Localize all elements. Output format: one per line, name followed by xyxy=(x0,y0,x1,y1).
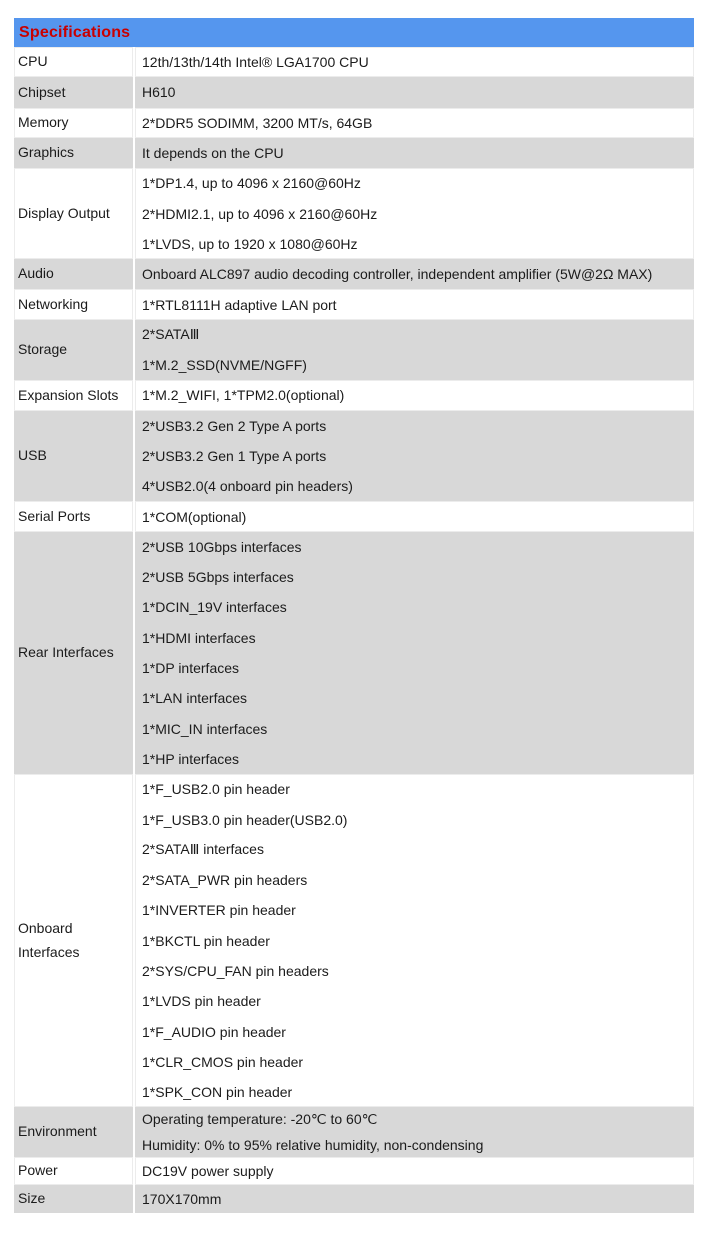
spec-value-line: 1*MIC_IN interfaces xyxy=(142,720,268,737)
spec-row xyxy=(14,532,694,774)
spec-value xyxy=(134,47,694,77)
spec-label: Graphics xyxy=(14,138,134,168)
spec-label: Chipset xyxy=(14,77,134,107)
spec-row xyxy=(14,168,694,259)
spec-label: Environment xyxy=(14,1107,134,1157)
table-header-row xyxy=(14,18,694,47)
spec-value-line: 1*LVDS, up to 1920 x 1080@60Hz xyxy=(142,235,358,252)
spec-value-line: 1*F_AUDIO pin header xyxy=(142,1023,286,1040)
spec-value xyxy=(134,1185,694,1213)
spec-value xyxy=(134,1107,694,1157)
spec-row xyxy=(14,320,694,381)
spec-value-line: 2*USB 5Gbps interfaces xyxy=(142,569,294,586)
spec-value-line: 2*USB3.2 Gen 2 Type A ports xyxy=(142,417,327,434)
spec-label: Serial Ports xyxy=(14,501,134,531)
spec-label: Rear Interfaces xyxy=(14,532,134,774)
spec-row xyxy=(14,259,694,289)
spec-value-line: 1*LVDS pin header xyxy=(142,993,261,1010)
spec-value-line: 1*COM(optional) xyxy=(142,508,247,525)
spec-value xyxy=(134,108,694,138)
spec-row xyxy=(14,47,694,77)
spec-label: Audio xyxy=(14,259,134,289)
spec-value-line: 2*DDR5 SODIMM, 3200 MT/s, 64GB xyxy=(142,114,373,131)
spec-value-line: Operating temperature: -20℃ to 60℃ xyxy=(142,1111,378,1128)
spec-label: Power xyxy=(14,1157,134,1185)
spec-value-line: 170X170mm xyxy=(142,1190,222,1207)
spec-label: Memory xyxy=(14,108,134,138)
spec-value xyxy=(134,320,694,381)
spec-value-line: H610 xyxy=(142,84,176,101)
spec-value-line: 1*INVERTER pin header xyxy=(142,902,296,919)
spec-value-line: 1*DCIN_19V interfaces xyxy=(142,599,287,616)
spec-value-line: 2*SATAⅢ xyxy=(142,326,200,343)
spec-value xyxy=(134,380,694,410)
spec-row xyxy=(14,1107,694,1157)
spec-value-line: 1*CLR_CMOS pin header xyxy=(142,1053,304,1070)
spec-row xyxy=(14,289,694,319)
spec-value-line: 1*HDMI interfaces xyxy=(142,629,256,646)
spec-value-line: 2*HDMI2.1, up to 4096 x 2160@60Hz xyxy=(142,205,378,222)
spec-label: Expansion Slots xyxy=(14,380,134,410)
spec-value-line: 1*BKCTL pin header xyxy=(142,932,270,949)
table-title: Specifications xyxy=(14,18,694,47)
spec-value-line: 1*LAN interfaces xyxy=(142,690,248,707)
spec-value-line: 2*USB3.2 Gen 1 Type A ports xyxy=(142,448,327,464)
spec-value xyxy=(134,289,694,319)
spec-value-line: 1*SPK_CON pin header xyxy=(142,1084,293,1101)
spec-value-line: 1*DP interfaces xyxy=(142,660,240,677)
spec-value-line: 1*M.2_WIFI, 1*TPM2.0(optional) xyxy=(142,387,345,404)
spec-row xyxy=(14,411,694,502)
spec-value-line: 1*DP1.4, up to 4096 x 2160@60Hz xyxy=(142,175,361,192)
spec-value-line: Onboard ALC897 audio decoding controller, independent amplifier (5W@2Ω MAX) xyxy=(142,266,653,283)
spec-label: Display Output xyxy=(14,168,134,259)
spec-label: Onboard Interfaces xyxy=(14,774,134,1107)
spec-value xyxy=(134,774,694,1107)
spec-value xyxy=(134,532,694,774)
spec-label: USB xyxy=(14,411,134,502)
spec-value-line: Humidity: 0% to 95% relative humidity, non-condensing xyxy=(142,1136,484,1153)
spec-value-line: 1*F_USB2.0 pin header xyxy=(142,781,290,798)
spec-row xyxy=(14,138,694,168)
spec-row xyxy=(14,774,694,1107)
spec-row xyxy=(14,501,694,531)
spec-row xyxy=(14,1157,694,1185)
spec-value xyxy=(134,259,694,289)
spec-value-line: 2*SYS/CPU_FAN pin headers xyxy=(142,963,329,980)
spec-value-line: It depends on the CPU xyxy=(142,145,284,162)
spec-label: Networking xyxy=(14,289,134,319)
spec-label: CPU xyxy=(14,47,134,77)
spec-value-line: 2*USB 10Gbps interfaces xyxy=(142,538,302,555)
spec-label: Storage xyxy=(14,320,134,381)
spec-value-line: 12th/13th/14th Intel® LGA1700 CPU xyxy=(142,54,369,71)
spec-value xyxy=(134,168,694,259)
spec-value-line: DC19V power supply xyxy=(142,1162,274,1179)
spec-value-line: 2*SATA_PWR pin headers xyxy=(142,872,308,889)
spec-value xyxy=(134,138,694,168)
spec-value xyxy=(134,411,694,502)
spec-row xyxy=(14,380,694,410)
spec-row xyxy=(14,108,694,138)
spec-value-line: 4*USB2.0(4 onboard pin headers) xyxy=(142,478,353,495)
spec-value-line: 2*SATAⅢ interfaces xyxy=(142,841,264,858)
spec-value-line: 1*M.2_SSD(NVME/NGFF) xyxy=(142,357,307,374)
spec-value-line: 1*RTL8111H adaptive LAN port xyxy=(142,296,337,313)
spec-row xyxy=(14,77,694,107)
spec-row xyxy=(14,1185,694,1213)
spec-value xyxy=(134,77,694,107)
spec-value xyxy=(134,1157,694,1185)
specifications-table xyxy=(14,18,694,1213)
spec-value xyxy=(134,501,694,531)
spec-label: Size xyxy=(14,1185,134,1213)
spec-value-line: 1*F_USB3.0 pin header(USB2.0) xyxy=(142,811,348,828)
spec-value-line: 1*HP interfaces xyxy=(142,750,240,767)
